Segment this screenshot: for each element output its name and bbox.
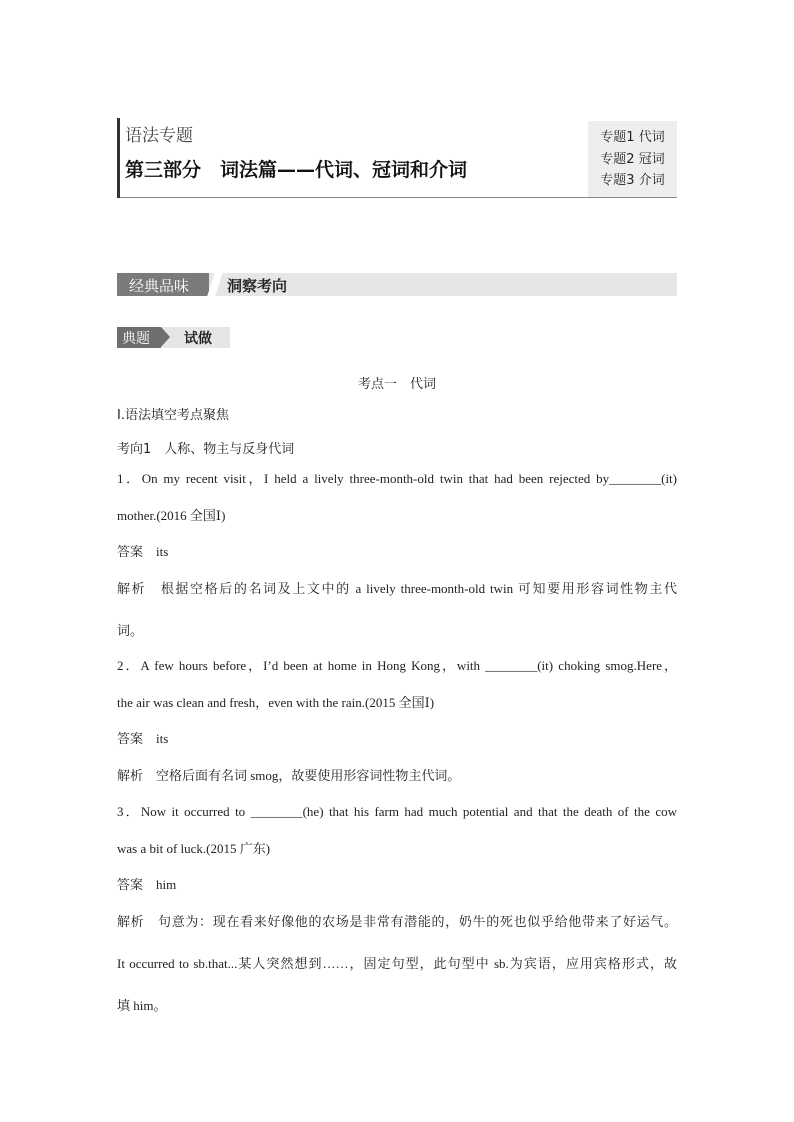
part-heading: Ⅰ.语法填空考点聚焦 (117, 408, 229, 423)
question-1-line-1: 1．On my recent visit，I held a lively three-month-old twin that had been rejected by________(it) (117, 471, 677, 486)
topic-item: 专题1 代词 (600, 130, 665, 145)
question-2-analysis: 解析 空格后面有名词 smog，故要使用形容词性物主代词。 (117, 768, 461, 783)
section-heading: 考点一 代词 (357, 377, 436, 392)
tag-left-block (117, 327, 161, 348)
question-1-analysis-line-1: 解析 根据空格后的名词及上文中的 a lively three-month-old twin 可知要用形容词性物主代 (117, 581, 677, 596)
question-1-analysis-line-2: 词。 (117, 623, 144, 638)
topic-item: 专题2 冠词 (600, 151, 665, 167)
question-3-line-1: 3．Now it occurred to ________(he) that his farm had much potential and that the death of the cow (117, 804, 677, 819)
banner-left-label: 经典品味 (129, 277, 190, 295)
tag-right-label: 试做 (184, 331, 212, 347)
header-divider (120, 197, 677, 198)
section-label: 语法专题 (125, 126, 193, 146)
question-2-answer: 答案 its (117, 731, 169, 746)
question-3-analysis-line-2: It occurred to sb.that...某人突然想到……，固定句型，此句型中 sb.为宾语，应用宾格形式，故 (117, 956, 677, 971)
tag-arrow-icon (161, 327, 170, 347)
header-accent-bar (117, 118, 120, 198)
question-3-line-2: was a bit of luck.(2015 广东) (117, 841, 271, 856)
tag-left-label: 典题 (122, 331, 150, 347)
question-3-analysis-line-1: 解析 句意为：现在看来好像他的农场是非常有潜能的，奶牛的死也似乎给他带来了好运气。 (117, 914, 677, 929)
exercise-tag (117, 327, 230, 348)
banner-right-label: 洞察考向 (227, 277, 288, 295)
question-3-answer: 答案 him (117, 877, 177, 892)
banner-left-block (117, 273, 209, 296)
page-title: 第三部分 词法篇——代词、冠词和介词 (125, 159, 468, 181)
question-1-line-2: mother.(2016 全国Ⅰ) (117, 508, 226, 523)
banner-separator (207, 273, 222, 296)
section-banner (117, 273, 677, 296)
topic-item: 专题3 介词 (600, 173, 665, 188)
question-3-analysis-line-3: 填 him。 (117, 998, 167, 1013)
direction-heading: 考向1 人称、物主与反身代词 (117, 442, 295, 457)
topic-list (588, 121, 677, 197)
question-2-line-1: 2．A few hours before，I’d been at home in Hong Kong，with ________(it) choking smog.Here， (117, 658, 677, 673)
question-1-answer: 答案 its (117, 544, 169, 559)
question-2-line-2: the air was clean and fresh，even with the rain.(2015 全国Ⅰ) (117, 695, 435, 710)
